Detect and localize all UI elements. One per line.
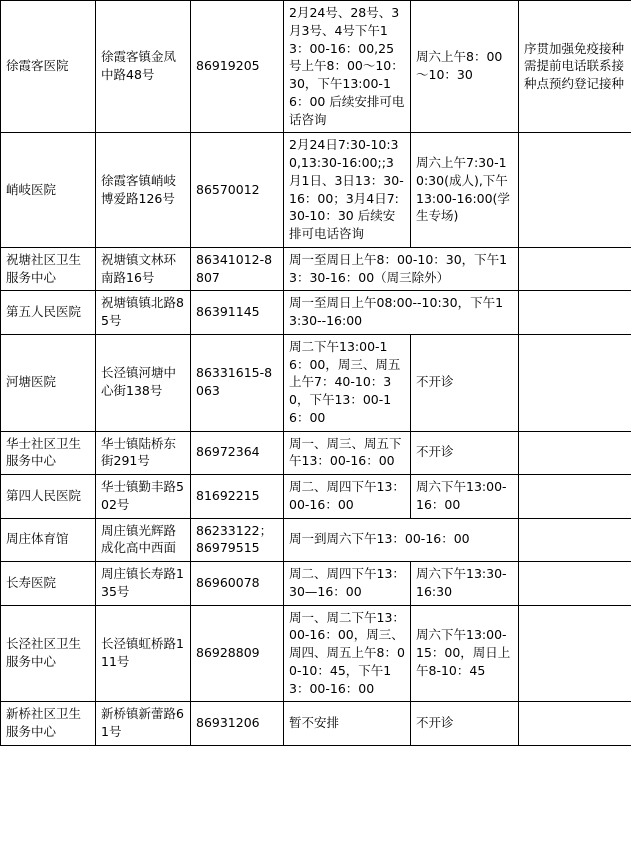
- table-row: [1, 562, 631, 606]
- site-weekend-cell: 不开诊: [411, 334, 519, 431]
- site-weekend-cell: 周六下午13:30-16:30: [411, 562, 519, 606]
- site-phone-cell: 86919205: [191, 1, 284, 133]
- site-phone-cell: 86931206: [191, 702, 284, 746]
- table-row: [1, 475, 631, 519]
- site-phone-cell: 81692215: [191, 475, 284, 519]
- site-address-cell: 徐霞客镇金凤中路48号: [96, 1, 191, 133]
- site-schedule-cell: 暂不安排: [284, 702, 411, 746]
- site-note-cell: [519, 702, 631, 746]
- site-weekend-cell: 不开诊: [411, 431, 519, 475]
- site-note-cell: [519, 475, 631, 519]
- site-weekend-cell: 不开诊: [411, 702, 519, 746]
- site-schedule-cell: 周一至周日上午08:00--10:30，下午13:30--16:00: [284, 291, 519, 335]
- site-name-cell: 长寿医院: [1, 562, 96, 606]
- site-schedule-cell: 2月24日7:30-10:30,13:30-16:00;;3月1日、3日13：30-16：00；3月4日7:30-10：30 后续安排可电话咨询: [284, 133, 411, 248]
- table-row: [1, 1, 631, 133]
- site-phone-cell: 86391145: [191, 291, 284, 335]
- site-schedule-cell: 2月24号、28号、3月3号、4号下午13：00-16：00,25号上午8：00～10：30，下午13:00-16：00 后续安排可电话咨询: [284, 1, 411, 133]
- site-address-cell: 华士镇勤丰路502号: [96, 475, 191, 519]
- site-phone-cell: 86928809: [191, 605, 284, 702]
- site-phone-cell: 86341012-8807: [191, 247, 284, 291]
- table-row: [1, 247, 631, 291]
- site-name-cell: 第四人民医院: [1, 475, 96, 519]
- site-note-cell: [519, 247, 631, 291]
- site-weekend-cell: 周六上午7:30-10:30(成人),下午13:00-16:00(学生专场): [411, 133, 519, 248]
- site-phone-cell: 86233122；86979515: [191, 518, 284, 562]
- site-note-cell: [519, 133, 631, 248]
- site-note-cell: [519, 605, 631, 702]
- site-address-cell: 祝塘镇镇北路85号: [96, 291, 191, 335]
- site-name-cell: 徐霞客医院: [1, 1, 96, 133]
- site-schedule-cell: 周一、周二下午13：00-16：00，周三、周四、周五上午8：00-10：45，下午13：00-16：00: [284, 605, 411, 702]
- site-note-cell: 序贯加强免疫接种需提前电话联系接种点预约登记接种: [519, 1, 631, 133]
- site-name-cell: 新桥社区卫生服务中心: [1, 702, 96, 746]
- site-address-cell: 祝塘镇文林环南路16号: [96, 247, 191, 291]
- site-phone-cell: 86570012: [191, 133, 284, 248]
- site-schedule-cell: 周一、周三、周五下午13：00-16：00: [284, 431, 411, 475]
- site-note-cell: [519, 431, 631, 475]
- site-schedule-cell: 周二、周四下午13：30—16：00: [284, 562, 411, 606]
- table-row: [1, 605, 631, 702]
- site-address-cell: 新桥镇新蕾路61号: [96, 702, 191, 746]
- site-weekend-cell: 周六下午13:00-16：00: [411, 475, 519, 519]
- site-name-cell: 周庄体育馆: [1, 518, 96, 562]
- table-row: [1, 702, 631, 746]
- site-schedule-cell: 周二下午13:00-16：00，周三、周五上午7：40-10：30，下午13：00-16：00: [284, 334, 411, 431]
- site-weekend-cell: 周六上午8：00～10：30: [411, 1, 519, 133]
- site-address-cell: 徐霞客镇峭岐博爱路126号: [96, 133, 191, 248]
- table-row: [1, 334, 631, 431]
- site-address-cell: 周庄镇光辉路成化高中西面: [96, 518, 191, 562]
- table-row: [1, 133, 631, 248]
- site-note-cell: [519, 334, 631, 431]
- site-schedule-cell: 周一至周日上午8：00-10：30，下午13：30-16：00（周三除外）: [284, 247, 519, 291]
- site-address-cell: 周庄镇长寿路135号: [96, 562, 191, 606]
- site-weekend-cell: 周六下午13:00-15：00，周日上午8-10：45: [411, 605, 519, 702]
- site-phone-cell: 86331615-8063: [191, 334, 284, 431]
- site-address-cell: 长泾镇河塘中心街138号: [96, 334, 191, 431]
- site-address-cell: 长泾镇虹桥路111号: [96, 605, 191, 702]
- site-phone-cell: 86972364: [191, 431, 284, 475]
- site-name-cell: 第五人民医院: [1, 291, 96, 335]
- site-phone-cell: 86960078: [191, 562, 284, 606]
- table-row: [1, 431, 631, 475]
- table-row: [1, 518, 631, 562]
- site-name-cell: 峭岐医院: [1, 133, 96, 248]
- site-name-cell: 长泾社区卫生服务中心: [1, 605, 96, 702]
- site-note-cell: [519, 518, 631, 562]
- site-schedule-cell: 周二、周四下午13：00-16：00: [284, 475, 411, 519]
- site-schedule-cell: 周一到周六下午13：00-16：00: [284, 518, 519, 562]
- site-name-cell: 河塘医院: [1, 334, 96, 431]
- site-address-cell: 华士镇陆桥东街291号: [96, 431, 191, 475]
- table-row: [1, 291, 631, 335]
- site-name-cell: 华士社区卫生服务中心: [1, 431, 96, 475]
- site-note-cell: [519, 562, 631, 606]
- site-note-cell: [519, 291, 631, 335]
- site-name-cell: 祝塘社区卫生服务中心: [1, 247, 96, 291]
